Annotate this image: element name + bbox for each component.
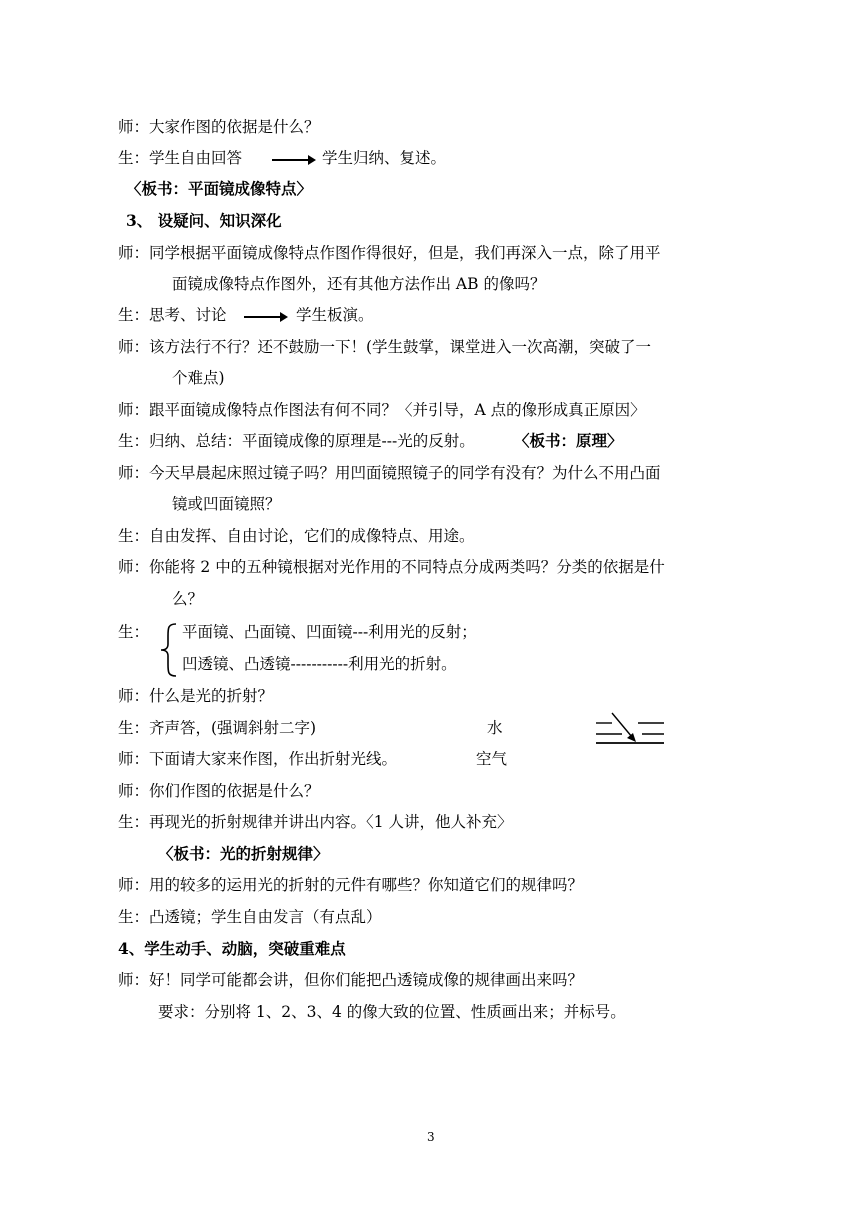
text-line: 要求：分别将 1、2、3、4 的像大致的位置、性质画出来；并标号。 xyxy=(158,1003,626,1021)
text-line: 师：该方法行不行？还不鼓励一下！(学生鼓掌，课堂进入一次高潮，突破了一 xyxy=(118,338,652,356)
board-heading: 〈板书：平面镜成像特点〉 xyxy=(126,179,313,198)
text-line: 生：再现光的折射规律并讲出内容。〈1 人讲，他人补充〉 xyxy=(118,813,513,831)
text-line: 生：齐声答，(强调斜射二字) xyxy=(118,719,317,737)
text-line: 师：跟平面镜成像特点作图法有何不同？〈并引导，A 点的像形成真正原因〉 xyxy=(118,401,646,419)
text-line: 生：凸透镜；学生自由发言（有点乱） xyxy=(118,908,382,926)
text-line: 生：自由发挥、自由讨论，它们的成像特点、用途。 xyxy=(118,527,475,545)
water-label: 水 xyxy=(487,719,503,737)
text-line: 凹透镜、凸透镜-----------利用光的折射。 xyxy=(182,655,457,673)
refraction-diagram xyxy=(594,710,666,746)
board-heading: 〈板书：光的折射规律〉 xyxy=(158,844,329,863)
text-line: 师：什么是光的折射？ xyxy=(118,687,274,705)
brace-icon xyxy=(158,622,180,678)
text-line: 师：下面请大家来作图，作出折射光线。 xyxy=(118,750,398,768)
section-heading: 3、 设疑问、知识深化 xyxy=(126,211,282,230)
text-line: 师：同学根据平面镜成像特点作图作得很好，但是，我们再深入一点，除了用平 xyxy=(118,244,661,262)
arrow-icon xyxy=(272,154,316,166)
text-line: 师：今天早晨起床照过镜子吗？用凹面镜照镜子的同学有没有？为什么不用凸面 xyxy=(118,464,661,482)
arrow-icon xyxy=(244,311,288,323)
text-line: 生：学生自由回答 xyxy=(118,149,243,167)
text-line: 平面镜、凸面镜、凹面镜---利用光的反射； xyxy=(182,623,477,641)
text-line: 镜或凹面镜照？ xyxy=(172,495,281,513)
board-heading: 〈板书：原理〉 xyxy=(514,431,623,450)
text-line: 师：大家作图的依据是什么？ xyxy=(118,118,320,136)
text-line: 师：你能将 2 中的五种镜根据对光作用的不同特点分成两类吗？分类的依据是什 xyxy=(118,558,665,576)
section-heading: 4、学生动手、动脑，突破重难点 xyxy=(118,939,346,958)
text-line: 面镜成像特点作图外，还有其他方法作出 AB 的像吗？ xyxy=(172,275,546,293)
text-line: 师：你们作图的依据是什么？ xyxy=(118,782,320,800)
text-line: 个难点) xyxy=(172,369,225,387)
page-number: 3 xyxy=(427,1130,435,1144)
text-line: 学生板演。 xyxy=(296,306,374,324)
text-line: 生： xyxy=(118,623,150,641)
text-line: 么？ xyxy=(172,590,204,608)
text-line: 生：思考、讨论 xyxy=(118,306,227,324)
text-line: 生：归纳、总结：平面镜成像的原理是---光的反射。 xyxy=(118,432,475,450)
text-line: 学生归纳、复述。 xyxy=(322,149,447,167)
air-label: 空气 xyxy=(476,750,508,768)
text-line: 师：用的较多的运用光的折射的元件有哪些？你知道它们的规律吗？ xyxy=(118,876,584,894)
text-line: 师：好！同学可能都会讲，但你们能把凸透镜成像的规律画出来吗？ xyxy=(118,971,584,989)
